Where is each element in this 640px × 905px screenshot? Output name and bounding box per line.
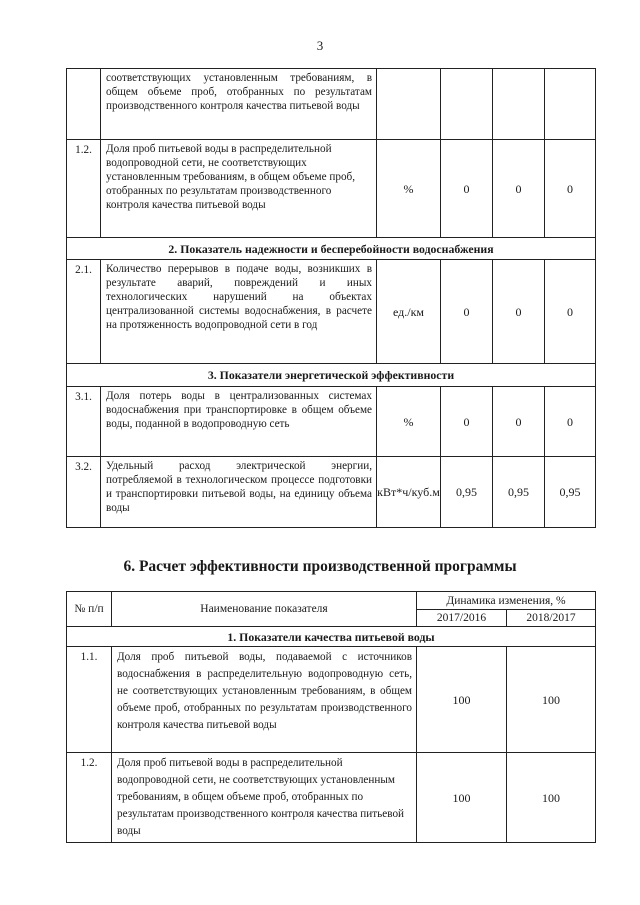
value-cell: 100 xyxy=(507,647,596,753)
section-heading: 2. Показатель надежности и бесперебойности водоснабжения xyxy=(67,238,596,260)
value-cell: 0 xyxy=(441,387,493,457)
value-cell xyxy=(441,69,493,140)
value-cell: 0,95 xyxy=(441,457,493,528)
table-row xyxy=(67,140,596,238)
value-cell xyxy=(545,69,596,140)
table-row xyxy=(67,457,596,528)
page-number: 3 xyxy=(316,38,324,53)
unit-cell: кВт*ч/куб.м xyxy=(377,457,441,528)
indicator-name: Доля потерь воды в централизованных системах водоснабжения при транспортировке в общем объеме воды, поданной в водопроводную сеть xyxy=(101,387,377,457)
table-row xyxy=(67,647,596,753)
value-cell: 0 xyxy=(545,140,596,238)
value-cell: 0 xyxy=(493,260,545,364)
unit-cell xyxy=(377,69,441,140)
indicators-table xyxy=(66,68,596,528)
indicator-name: соответствующих установленным требованиям, в общем объеме проб, отобранных по результатам производственного контроля качества питьевой воды xyxy=(101,69,377,140)
table-row xyxy=(67,260,596,364)
row-number: 2.1. xyxy=(67,260,101,364)
table-row xyxy=(67,69,596,140)
indicator-name: Удельный расход электрической энергии, потребляемой в технологическом процессе подготовки и транспортировки питьевой воды, на единицу объема воды xyxy=(101,457,377,528)
header-period: 2017/2016 xyxy=(417,610,507,627)
unit-cell: % xyxy=(377,387,441,457)
value-cell: 100 xyxy=(417,647,507,753)
value-cell: 100 xyxy=(417,753,507,843)
section-header-row xyxy=(67,238,596,260)
value-cell: 0 xyxy=(493,387,545,457)
section-heading: 1. Показатели качества питьевой воды xyxy=(67,627,596,647)
value-cell: 100 xyxy=(507,753,596,843)
section-header-row xyxy=(67,364,596,387)
section-title: 6. Расчет эффективности производственной программы xyxy=(123,558,517,575)
value-cell: 0 xyxy=(441,260,493,364)
row-number: 1.1. xyxy=(67,647,112,753)
value-cell: 0 xyxy=(493,140,545,238)
value-cell: 0,95 xyxy=(493,457,545,528)
indicator-name: Количество перерывов в подаче воды, возникших в результате аварий, повреждений и иных технологических нарушений на объектах централизованной системы водоснабжения, в расчете на протяженность водопроводной сети в год xyxy=(101,260,377,364)
header-number: № п/п xyxy=(67,592,112,627)
table-row xyxy=(67,387,596,457)
header-period: 2018/2017 xyxy=(507,610,596,627)
header-indicator-name: Наименование показателя xyxy=(112,592,417,627)
row-number: 1.2. xyxy=(67,140,101,238)
row-number: 3.1. xyxy=(67,387,101,457)
row-number xyxy=(67,69,101,140)
value-cell xyxy=(493,69,545,140)
value-cell: 0 xyxy=(545,387,596,457)
value-cell: 0 xyxy=(545,260,596,364)
row-number: 3.2. xyxy=(67,457,101,528)
value-cell: 0,95 xyxy=(545,457,596,528)
unit-cell: ед./км xyxy=(377,260,441,364)
unit-cell: % xyxy=(377,140,441,238)
value-cell: 0 xyxy=(441,140,493,238)
row-number: 1.2. xyxy=(67,753,112,843)
indicator-name: Доля проб питьевой воды в распределительной водопроводной сети, не соответствующих установленным требованиям, в общем объеме проб, отобранных по результатам производственного контроля качества питьевой воды xyxy=(101,140,377,238)
efficiency-table xyxy=(66,591,596,843)
header-dynamics: Динамика изменения, % xyxy=(417,592,596,610)
table-row xyxy=(67,753,596,843)
section-heading: 3. Показатели энергетической эффективности xyxy=(67,364,596,387)
section-header-row xyxy=(67,627,596,647)
table-header-row xyxy=(67,592,596,610)
indicator-name: Доля проб питьевой воды в распределительной водопроводной сети, не соответствующих установленным требованиям, в общем объеме проб, отобранных по результатам производственного контроля качества питьевой воды xyxy=(112,753,417,843)
indicator-name: Доля проб питьевой воды, подаваемой с источников водоснабжения в распределительную водопроводную сеть, не соответствующих установленным требованиям, в общем объеме проб, отобранных по результатам производственного контроля качества питьевой воды xyxy=(112,647,417,753)
